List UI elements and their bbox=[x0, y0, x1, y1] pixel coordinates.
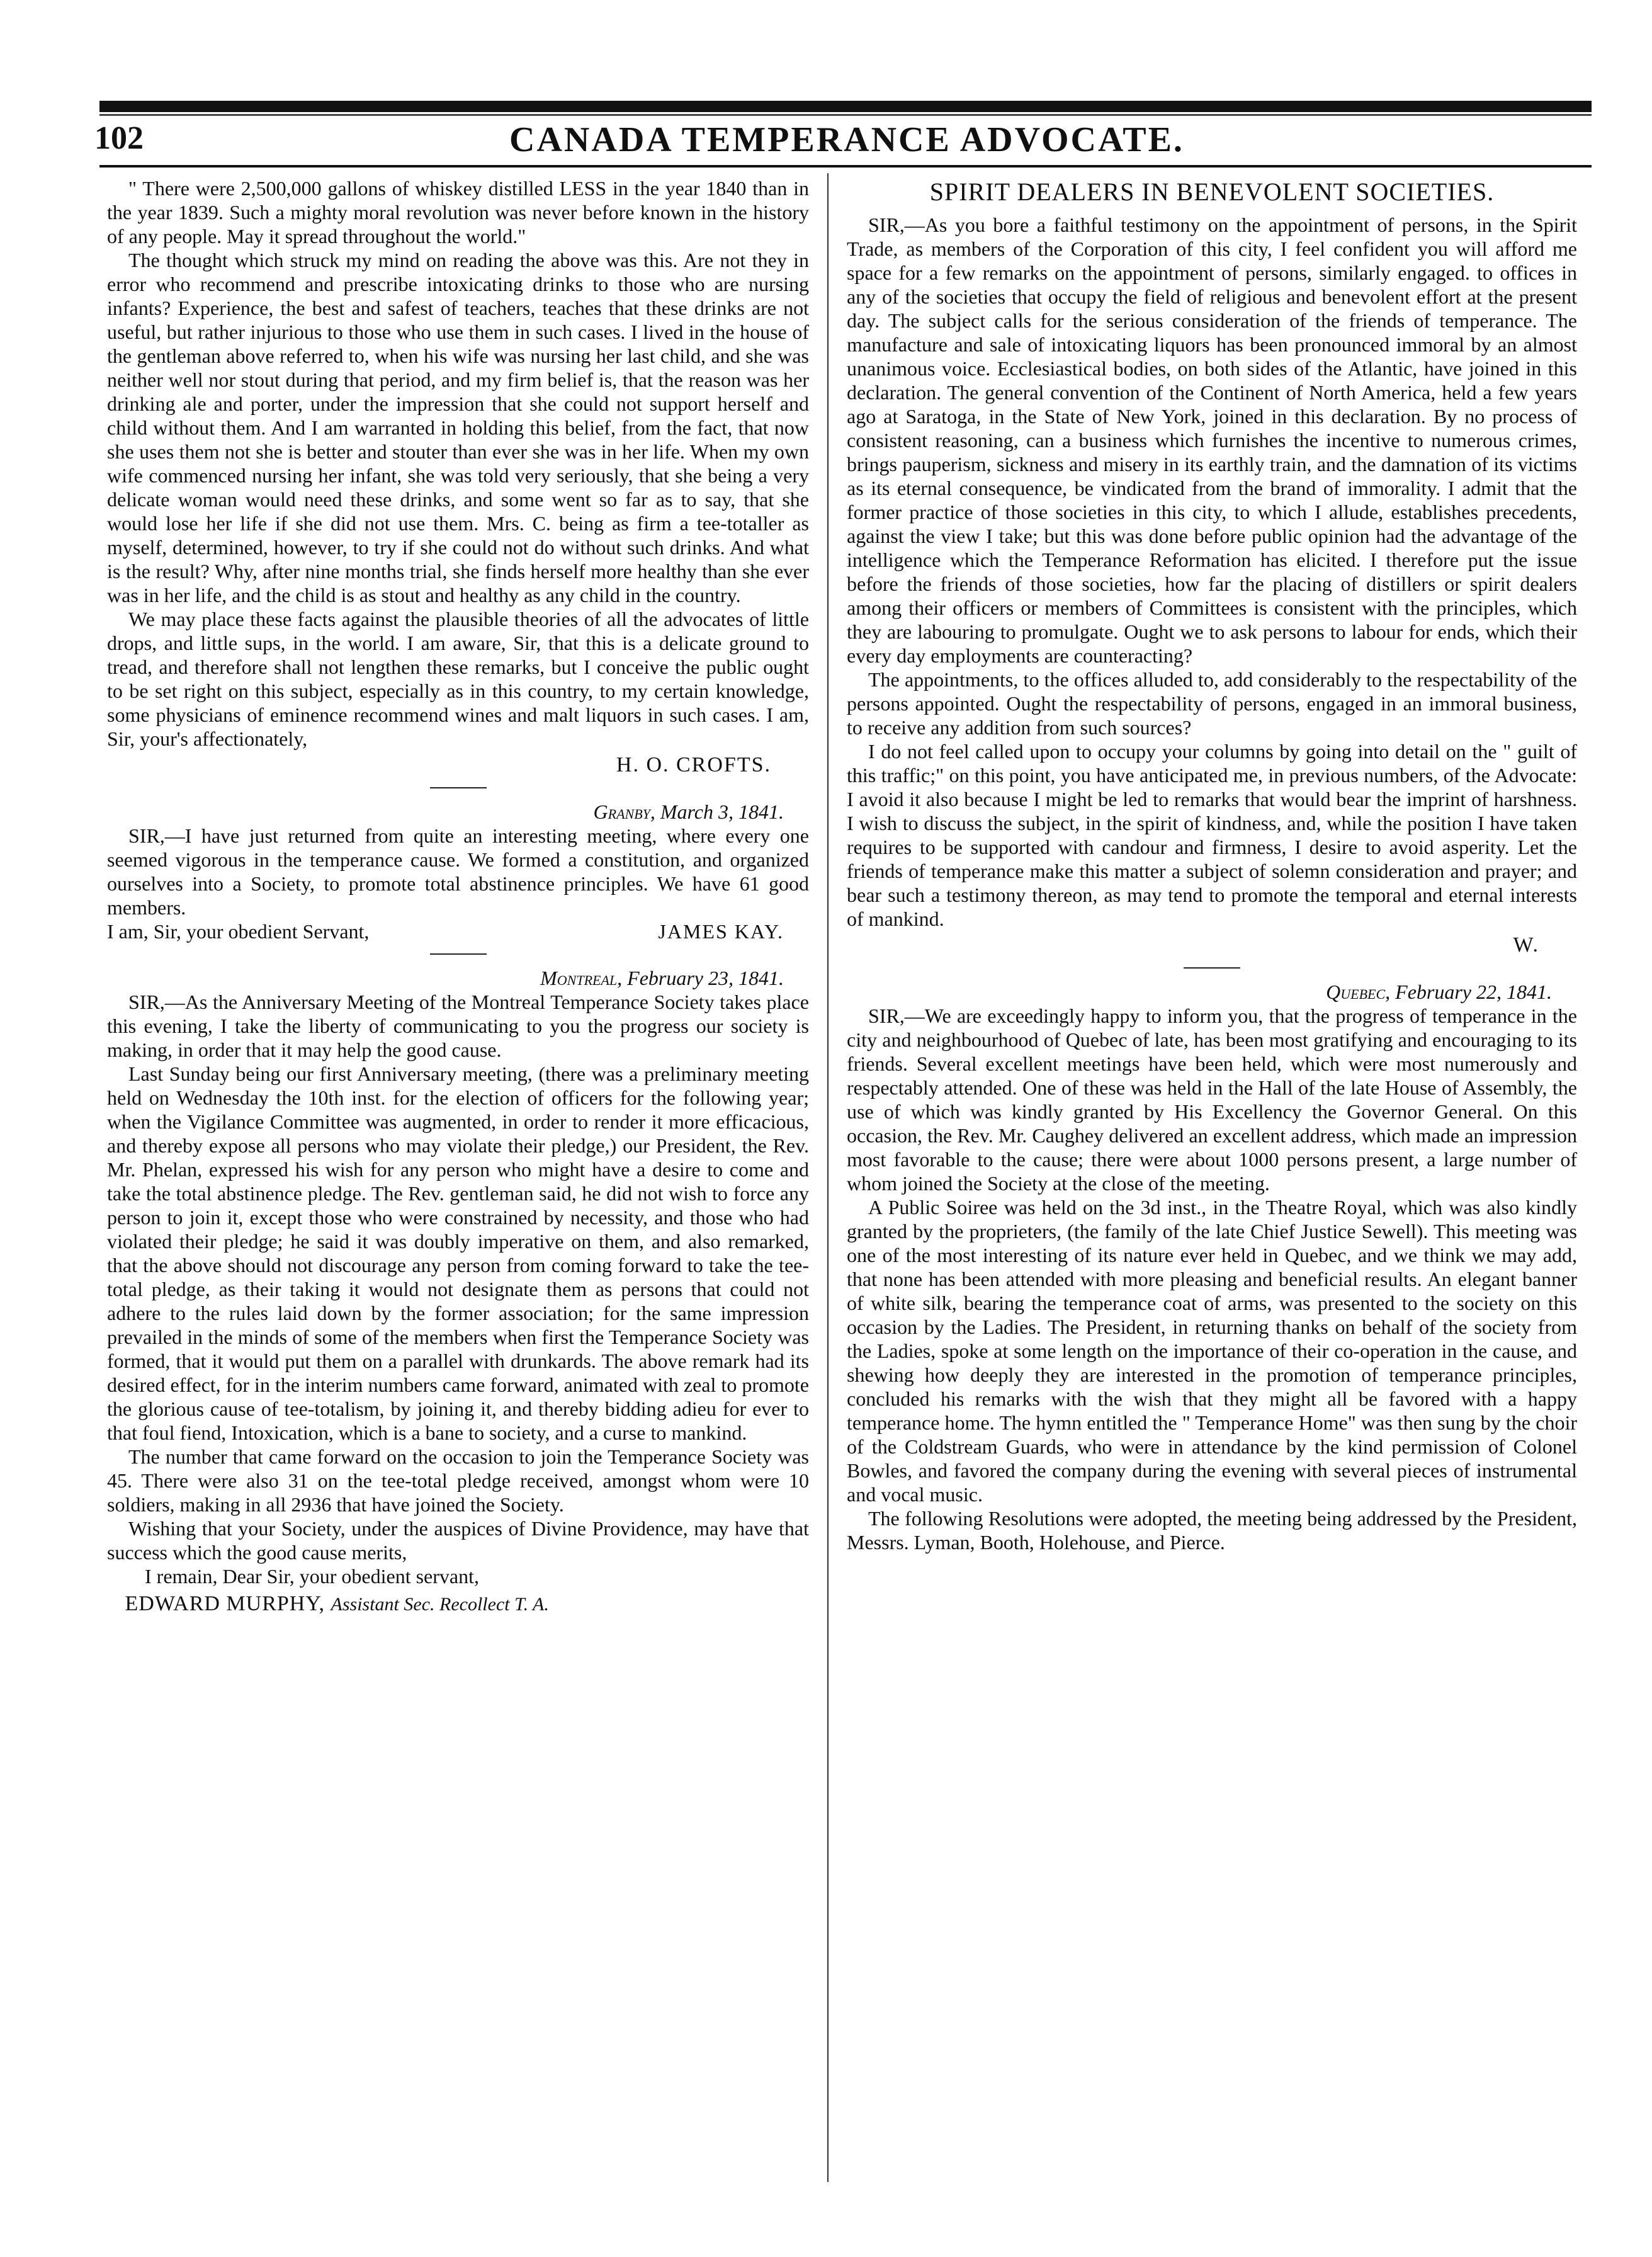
paragraph: The number that came forward on the occasion to join the Temperance Society was 45. There were also 31 on the tee-total pledge received, amongst whom were 10 soldiers, making in all 2936 that have joined the Society. bbox=[107, 1445, 809, 1516]
top-rule-thick bbox=[99, 101, 1592, 112]
paragraph: SIR,—As the Anniversary Meeting of the Montreal Temperance Society takes place this evening, I take the liberty of communicating to you the progress our society is making, in order that it may help the good cause. bbox=[107, 991, 809, 1061]
dateline bbox=[847, 980, 1577, 1004]
dateline bbox=[107, 966, 809, 990]
closing-text: I am, Sir, your obedient Servant, bbox=[107, 920, 370, 943]
section-rule bbox=[1184, 967, 1240, 969]
signature-title: Assistant Sec. Recollect T. A. bbox=[331, 1594, 549, 1615]
page-number: 102 bbox=[94, 120, 144, 156]
dateline-place: Montreal, bbox=[540, 967, 623, 989]
dateline bbox=[107, 800, 809, 824]
paragraph: SIR,—We are exceedingly happy to inform you, that the progress of temperance in the city and neighbourhood of Quebec of late, has been most gratifying and encouraging to its friends. Several excellent meetings have been held, which were most numerously and respectably attended. One of these was held in the Hall of the late House of Assembly, the use of which was kindly granted by His Excellency the Governor General. On this occasion, the Rev. Mr. Caughey delivered an excellent address, which made an impression most favorable to the cause; there were about 1000 persons present, a large number of whom joined the Society at the close of the meeting. bbox=[847, 1004, 1577, 1195]
paragraph: Wishing that your Society, under the auspices of Divine Providence, may have that success which the good cause merits, bbox=[107, 1517, 809, 1564]
signature-kay: JAMES KAY. bbox=[658, 920, 784, 943]
crofts-letter bbox=[107, 176, 809, 777]
running-title: CANADA TEMPERANCE ADVOCATE. bbox=[509, 120, 1184, 159]
right-column bbox=[847, 176, 1577, 1554]
closing-line bbox=[107, 919, 809, 943]
paragraph: The appointments, to the offices alluded to, add considerably to the respectability of the persons appointed. Ought the respectability of persons, engaged in an immoral business, to receive any addition from such sources? bbox=[847, 668, 1577, 739]
kay-letter bbox=[107, 800, 809, 943]
quote-paragraph: " There were 2,500,000 gallons of whiskey distilled LESS in the year 1840 than in the year 1839. Such a mighty moral revolution was never before known in the history of any people. May it spread throughout the world." bbox=[107, 177, 809, 247]
signature-w: W. bbox=[1513, 933, 1539, 957]
signature-name: EDWARD MURPHY, bbox=[125, 1592, 325, 1615]
paragraph: A Public Soiree was held on the 3d inst., in the Theatre Royal, which was also kindly granted by the proprieters, (the family of the late Chief Justice Sewell). This meeting was one of the most interesting of its nature ever held in Quebec, and we think we may add, that none has been attended with more pleasing and beneficial results. An elegant banner of white silk, bearing the temperance coat of arms, was presented to the society on this occasion by the Ladies. The President, in returning thanks on behalf of the society from the Ladies, spoke at some length on the importance of their co-operation in the cause, and shewing how deeply they are interested in the promotion of temperance principles, concluded his remarks with the wish that they might all be favored with a happy temperance home. The hymn entitled the " Temperance Home" was then sung by the choir of the Coldstream Guards, who were in attendance by the kind permission of Colonel Bowles, and favored the company during the evening with several pieces of instrumental and vocal music. bbox=[847, 1196, 1577, 1506]
section-rule bbox=[430, 953, 487, 955]
dateline-date: February 22, 1841. bbox=[1395, 981, 1552, 1003]
left-column bbox=[107, 176, 809, 1617]
paragraph: The following Resolutions were adopted, the meeting being addressed by the President, Messrs. Lyman, Booth, Holehouse, and Pierce. bbox=[847, 1507, 1577, 1554]
paragraph: SIR,—As you bore a faithful testimony on the appointment of persons, in the Spirit Trade, as members of the Corporation of this city, I feel confident you will afford me space for a few remarks on the appointment of persons, similarly engaged. to offices in any of the societies that occupy the field of religious and benevolent effort at the present day. The subject calls for the serious consideration of the friends of temperance. The manufacture and sale of intoxicating liquors has been pronounced immoral by an almost unanimous voice. Ecclesiastical bodies, on both sides of the Atlantic, have joined in this declaration. The general convention of the Continent of North America, held a few years ago at Saratoga, in the State of New York, joined in this declaration. By no process of consistent reasoning, can a business which furnishes the incentive to numerous crimes, brings pauperism, sickness and misery in its earthly train, and the damnation of its victims as its eternal consequence, be vindicated from the brand of immorality. I admit that the former practice of those societies in this city, to which I allude, establishes precedents, against the view I take; but this was done before public opinion had the advantage of the intelligence which the Temperance Reformation has elicited. I therefore put the issue before the friends of those societies, how far the placing of distillers or spirit dealers among their officers or members of Committees is consistent with the principles, which they are labouring to promulgate. Ought we to ask persons to labour for ends, which their every day employments are counteracting? bbox=[847, 213, 1577, 667]
dateline-place: Granby, bbox=[593, 800, 655, 823]
section-rule bbox=[430, 787, 487, 788]
signature-murphy bbox=[107, 1592, 809, 1617]
paragraph: The thought which struck my mind on reading the above was this. Are not they in error who recommend and prescribe intoxicating drinks to those who are nursing infants? Experience, the best and safest of teachers, teaches that these drinks are not useful, but rather injurious to those who use them in such cases. I lived in the house of the gentleman above referred to, when his wife was nursing her last child, and she was neither well nor stout during that period, and my firm belief is, that the reason was her drinking ale and porter, under the impression that she could not support herself and child without them. And I am warranted in holding this belief, from the fact, that now she uses them not she is better and stouter than ever she was in her life. When my own wife commenced nursing her infant, she was told very seriously, that she being a very delicate woman would need these drinks, and some went so far as to say, that she would lose her life if she did not use them. Mrs. C. being as firm a tee-totaller as myself, determined, however, to try if she could not do without such drinks. And what is the result? Why, after nine months trial, she finds herself more healthy than she ever was in her life, and the child is as stout and healthy as any child in the country. bbox=[107, 249, 809, 606]
signature-crofts: H. O. CROFTS. bbox=[616, 753, 771, 776]
dateline-date: March 3, 1841. bbox=[660, 800, 784, 823]
dateline-place: Quebec, bbox=[1326, 981, 1391, 1003]
header-rule bbox=[99, 165, 1592, 168]
article-heading: SPIRIT DEALERS IN BENEVOLENT SOCIETIES. bbox=[929, 178, 1495, 206]
quebec-letter bbox=[847, 980, 1577, 1554]
paragraph: We may place these facts against the plausible theories of all the advocates of little drops, and little sups, in the world. I am aware, Sir, that this is a delicate ground to tread, and therefore shall not lengthen these remarks, but I conceive the public ought to be set right on this subject, especially as in this country, to my certain knowledge, some physicians of eminence recommend wines and malt liquors in such cases. I am, Sir, your's affectionately, bbox=[107, 608, 809, 750]
closing-text: I remain, Dear Sir, your obedient servant, bbox=[145, 1565, 479, 1588]
murphy-letter bbox=[107, 966, 809, 1617]
dateline-date: February 23, 1841. bbox=[627, 967, 784, 989]
paragraph: I do not feel called upon to occupy your columns by going into detail on the " guilt of this traffic;" on this point, you have anticipated me, in previous numbers, of the Advocate: I avoid it also because I might be led to remarks that would bear the imprint of harshness. I wish to discuss the subject, in the spirit of kindness, and, while the position I have taken requires to be supported with candour and firmness, I desire to avoid asperity. Let the friends of temperance make this matter a subject of solemn consideration and prayer; and bear such a testimony thereon, as may tend to promote the temporal and eternal interests of mankind. bbox=[847, 740, 1577, 930]
top-rule-thin bbox=[99, 114, 1592, 116]
spirit-dealers-article bbox=[847, 180, 1577, 957]
column-divider bbox=[827, 173, 829, 2182]
paragraph: Last Sunday being our first Anniversary meeting, (there was a preliminary meeting held on Wednesday the 10th inst. for the election of officers for the following year; when the Vigilance Committee was augmented, in order to render it more efficacious, and thereby expose all persons who may violate their pledge,) our President, the Rev. Mr. Phelan, expressed his wish for any person who might have a desire to come and take the total abstinence pledge. The Rev. gentleman said, he did not wish to force any person to join it, except those who were constrained by necessity, and those who had violated their pledge; he said it was doubly imperative on them, and also remarked, that the above should not discourage any person from coming forward to take the tee-total pledge, as their taking it would not designate them as persons that could not adhere to the rules laid down by the former association; for the same impression prevailed in the minds of some of the members when first the Temperance Society was formed, that it would put them on a parallel with drunkards. The above remark had its desired effect, for in the interim numbers came forward, animated with zeal to promote the glorious cause of tee-totalism, by joining it, and thereby bidding adieu for ever to that foul fiend, Intoxication, which is a bane to society, and a curse to mankind. bbox=[107, 1062, 809, 1444]
paragraph: SIR,—I have just returned from quite an interesting meeting, where every one seemed vigorous in the temperance cause. We formed a constitution, and organized ourselves into a Society, to promote total abstinence principles. We have 61 good members. bbox=[107, 824, 809, 919]
